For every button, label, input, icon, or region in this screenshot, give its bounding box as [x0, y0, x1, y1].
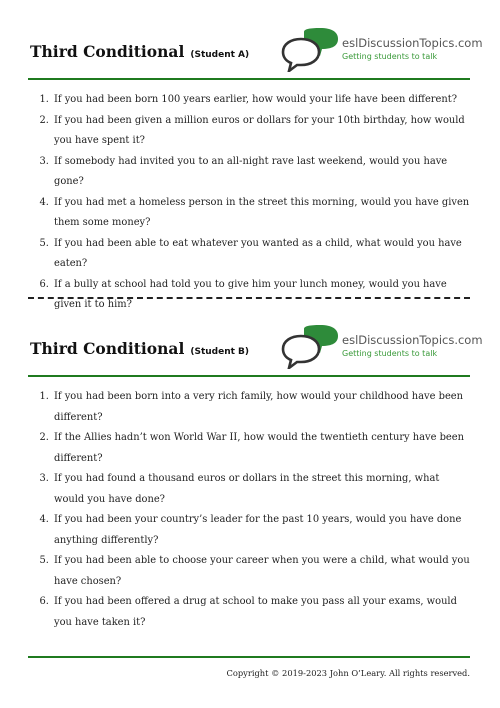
page-title: [30, 339, 249, 358]
worksheet-section-student-b: [28, 325, 483, 633]
list-item: 3. If you had found a thousand euros or dollars in the street this morning, what would you have done?: [52, 469, 470, 510]
brand-tagline: Getting students to talk: [342, 349, 438, 358]
list-item: 6. If a bully at school had told you to give him your lunch money, would you have given it to him?: [52, 275, 470, 316]
copyright-notice: Copyright © 2019-2023 John O’Leary. All rights reserved.: [226, 668, 470, 678]
list-item: 1. If you had been born 100 years earlier, how would your life have been different?: [52, 90, 470, 111]
list-item: 5. If you had been able to eat whatever you wanted as a child, what would you have eaten?: [52, 234, 470, 275]
section-header: [28, 325, 483, 375]
footer-divider: [28, 656, 470, 658]
section-header: [28, 28, 483, 78]
list-item: 6. If you had been offered a drug at school to make you pass all your exams, would you have taken it?: [52, 592, 470, 633]
list-item: 4. If you had been your country’s leader for the past 10 years, would you have done anything differently?: [52, 510, 470, 551]
worksheet-section-student-a: [28, 28, 483, 316]
cut-line-divider: [28, 297, 470, 299]
speech-bubbles-logo-icon: [280, 28, 340, 72]
question-list: [28, 387, 470, 633]
student-label: (Student B): [190, 347, 250, 357]
green-divider: [28, 375, 470, 377]
brand-name: eslDiscussionTopics.com: [342, 333, 483, 347]
page-title: [30, 42, 249, 61]
green-divider: [28, 78, 470, 80]
brand-name: eslDiscussionTopics.com: [342, 36, 483, 50]
list-item: 5. If you had been able to choose your career when you were a child, what would you have chosen?: [52, 551, 470, 592]
list-item: 3. If somebody had invited you to an all-night rave last weekend, would you have gone?: [52, 152, 470, 193]
speech-bubbles-logo-icon: [280, 325, 340, 369]
list-item: 4. If you had met a homeless person in the street this morning, would you have given them some money?: [52, 193, 470, 234]
title-text: Third Conditional: [30, 42, 185, 61]
list-item: 2. If the Allies hadn’t won World War II, how would the twentieth century have been different?: [52, 428, 470, 469]
brand-tagline: Getting students to talk: [342, 52, 438, 61]
question-list: [28, 90, 470, 316]
student-label: (Student A): [190, 50, 250, 60]
title-text: Third Conditional: [30, 339, 185, 358]
list-item: 1. If you had been born into a very rich family, how would your childhood have been different?: [52, 387, 470, 428]
list-item: 2. If you had been given a million euros or dollars for your 10th birthday, how would you have spent it?: [52, 111, 470, 152]
